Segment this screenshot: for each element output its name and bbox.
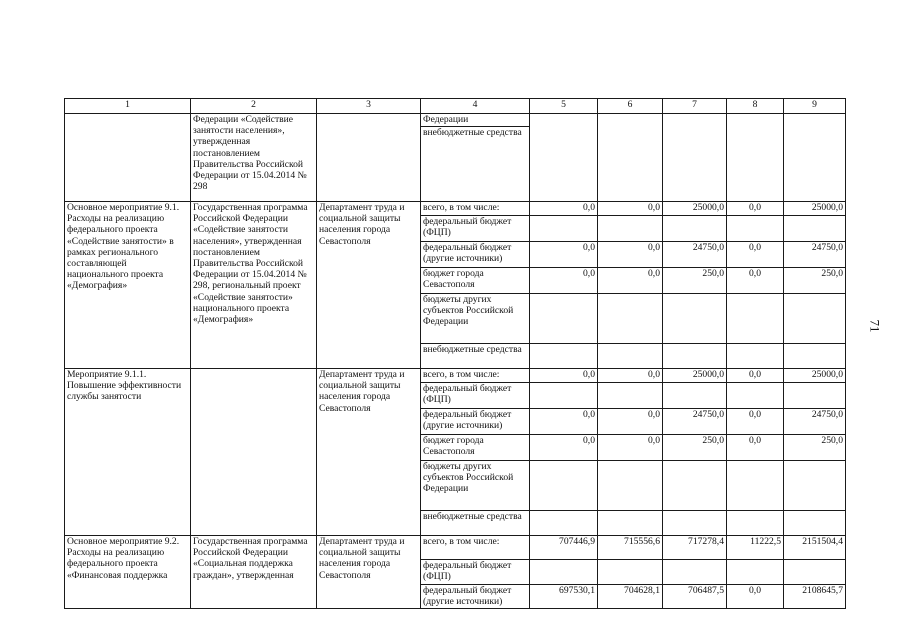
value-cell: 0,0 <box>598 435 663 461</box>
cont-c6 <box>598 114 663 202</box>
col-header-2: 2 <box>191 99 317 114</box>
col-header-9: 9 <box>784 99 846 114</box>
activity-name: Основное мероприятие 9.1. Расходы на реализацию федерального проекта «Содействие занятости» в рамках регионального составляющей национального проекта «Демография» <box>65 202 191 369</box>
value-cell: 25000,0 <box>663 202 727 216</box>
cont-c9 <box>784 114 846 202</box>
value-cell <box>598 344 663 369</box>
value-cell: 0,0 <box>530 202 598 216</box>
activity-name: Основное мероприятие 9.2. Расходы на реализацию федерального проекта «Финансовая поддержка <box>65 536 191 609</box>
source-label: бюджет города Севастополя <box>421 268 530 294</box>
col-header-7: 7 <box>663 99 727 114</box>
value-cell: 25000,0 <box>663 369 727 383</box>
cont-col1 <box>65 114 191 202</box>
source-label: всего, в том числе: <box>421 202 530 216</box>
col-header-5: 5 <box>530 99 598 114</box>
value-cell: 0,0 <box>727 585 784 609</box>
value-cell <box>663 344 727 369</box>
activity-name: Мероприятие 9.1.1. Повышение эффективности службы занятости <box>65 369 191 536</box>
value-cell <box>727 511 784 536</box>
program-name <box>191 369 317 536</box>
value-cell <box>784 461 846 511</box>
value-cell: 24750,0 <box>784 409 846 435</box>
value-cell <box>784 560 846 585</box>
value-cell: 2151504,4 <box>784 536 846 560</box>
source-label: всего, в том числе: <box>421 369 530 383</box>
value-cell: 2108645,7 <box>784 585 846 609</box>
value-cell: 0,0 <box>530 369 598 383</box>
program-name: Государственная программа Российской Федерации «Содействие занятости населения», утвержденная постановлением Правительства Российской Федерации от 15.04.2014 № 298, региональный проект «Содействие занятости» национального проекта «Демография» <box>191 202 317 369</box>
value-cell <box>784 216 846 242</box>
value-cell <box>530 560 598 585</box>
table-row <box>65 536 846 560</box>
value-cell: 0,0 <box>598 242 663 268</box>
source-label: федеральный бюджет (ФЦП) <box>421 383 530 409</box>
value-cell: 704628,1 <box>598 585 663 609</box>
cont-col3 <box>317 114 421 202</box>
value-cell: 250,0 <box>784 268 846 294</box>
col-header-1: 1 <box>65 99 191 114</box>
source-label: внебюджетные средства <box>421 127 530 202</box>
value-cell: 0,0 <box>727 435 784 461</box>
table-row <box>65 114 846 127</box>
source-label: внебюджетные средства <box>421 344 530 369</box>
source-label: федеральный бюджет (ФЦП) <box>421 560 530 585</box>
value-cell <box>530 461 598 511</box>
value-cell <box>727 383 784 409</box>
value-cell: 0,0 <box>727 242 784 268</box>
value-cell <box>663 560 727 585</box>
value-cell <box>598 560 663 585</box>
value-cell <box>663 383 727 409</box>
value-cell: 0,0 <box>598 268 663 294</box>
value-cell: 706487,5 <box>663 585 727 609</box>
value-cell: 0,0 <box>530 242 598 268</box>
value-cell: 24750,0 <box>663 242 727 268</box>
value-cell <box>530 511 598 536</box>
budget-table <box>64 98 846 609</box>
source-label: федеральный бюджет (другие источники) <box>421 242 530 268</box>
value-cell: 717278,4 <box>663 536 727 560</box>
table-row <box>65 369 846 383</box>
source-label: бюджет города Севастополя <box>421 435 530 461</box>
header-row <box>65 99 846 114</box>
col-header-8: 8 <box>727 99 784 114</box>
cont-col2: Федерации «Содействие занятости населения», утвержденная постановлением Правительства Российской Федерации от 15.04.2014 № 298 <box>191 114 317 202</box>
value-cell: 0,0 <box>598 369 663 383</box>
executor-name: Департамент труда и социальной защиты населения города Севастополя <box>317 369 421 536</box>
cont-c5 <box>530 114 598 202</box>
source-label: всего, в том числе: <box>421 536 530 560</box>
value-cell <box>598 294 663 344</box>
source-label: федеральный бюджет (ФЦП) <box>421 216 530 242</box>
value-cell: 250,0 <box>663 435 727 461</box>
value-cell: 0,0 <box>530 268 598 294</box>
table-row <box>65 202 846 216</box>
source-label: внебюджетные средства <box>421 511 530 536</box>
value-cell: 24750,0 <box>784 242 846 268</box>
program-name: Государственная программа Российской Федерации «Социальная поддержка граждан», утвержденная <box>191 536 317 609</box>
value-cell <box>598 383 663 409</box>
value-cell <box>663 461 727 511</box>
value-cell: 250,0 <box>663 268 727 294</box>
value-cell: 0,0 <box>598 202 663 216</box>
page-number: 71 <box>867 319 883 333</box>
value-cell <box>727 560 784 585</box>
executor-name: Департамент труда и социальной защиты населения города Севастополя <box>317 536 421 609</box>
value-cell <box>663 216 727 242</box>
source-label: бюджеты других субъектов Российской Федерации <box>421 294 530 344</box>
value-cell <box>598 461 663 511</box>
value-cell: 0,0 <box>727 369 784 383</box>
source-label: федеральный бюджет (другие источники) <box>421 409 530 435</box>
value-cell <box>784 383 846 409</box>
col-header-4: 4 <box>421 99 530 114</box>
value-cell: 25000,0 <box>784 369 846 383</box>
value-cell <box>784 344 846 369</box>
value-cell <box>663 294 727 344</box>
value-cell <box>530 294 598 344</box>
value-cell: 715556,6 <box>598 536 663 560</box>
value-cell <box>784 294 846 344</box>
value-cell: 0,0 <box>727 268 784 294</box>
source-label: Федерации <box>421 114 530 127</box>
value-cell <box>598 511 663 536</box>
value-cell: 11222,5 <box>727 536 784 560</box>
source-label: бюджеты других субъектов Российской Федерации <box>421 461 530 511</box>
cont-c8 <box>727 114 784 202</box>
value-cell: 0,0 <box>727 409 784 435</box>
value-cell <box>530 216 598 242</box>
source-label: федеральный бюджет (другие источники) <box>421 585 530 609</box>
value-cell <box>727 344 784 369</box>
value-cell <box>598 216 663 242</box>
value-cell: 697530,1 <box>530 585 598 609</box>
value-cell <box>727 294 784 344</box>
value-cell: 250,0 <box>784 435 846 461</box>
value-cell: 707446,9 <box>530 536 598 560</box>
value-cell: 0,0 <box>530 435 598 461</box>
col-header-6: 6 <box>598 99 663 114</box>
value-cell: 25000,0 <box>784 202 846 216</box>
executor-name: Департамент труда и социальной защиты населения города Севастополя <box>317 202 421 369</box>
value-cell: 0,0 <box>598 409 663 435</box>
value-cell <box>727 216 784 242</box>
value-cell <box>530 383 598 409</box>
value-cell <box>727 461 784 511</box>
cont-c7 <box>663 114 727 202</box>
value-cell: 24750,0 <box>663 409 727 435</box>
col-header-3: 3 <box>317 99 421 114</box>
value-cell <box>663 511 727 536</box>
value-cell: 0,0 <box>530 409 598 435</box>
value-cell: 0,0 <box>727 202 784 216</box>
value-cell <box>784 511 846 536</box>
value-cell <box>530 344 598 369</box>
